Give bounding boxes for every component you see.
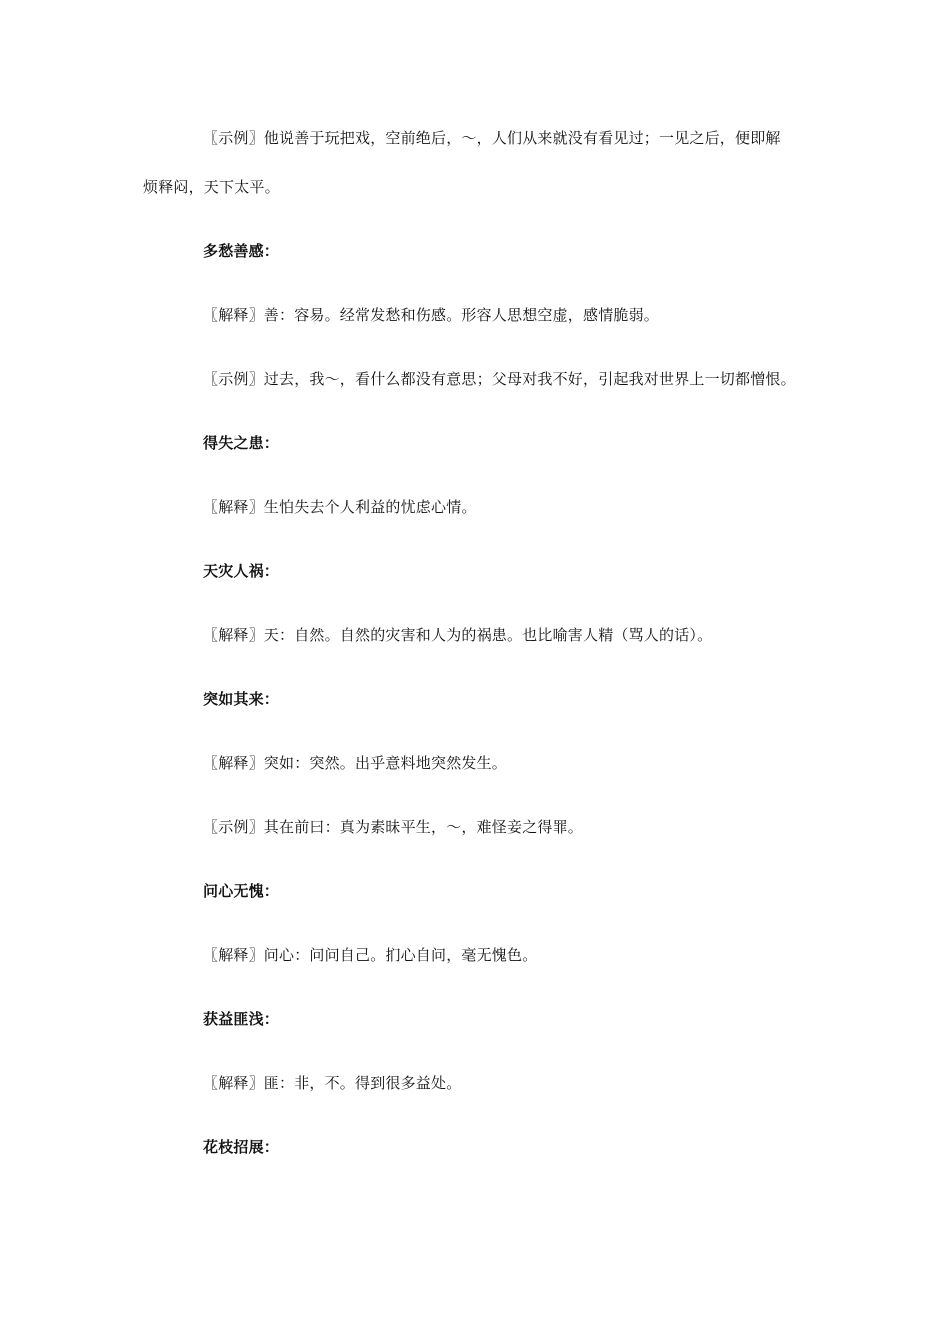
example-text-line-1: 〖示例〗他说善于玩把戏，空前绝后，～，人们从来就没有看见过；一见之后，便即解 — [203, 129, 781, 147]
explanation-deshi: 〖解释〗生怕失去个人利益的忧虑心情。 — [203, 498, 477, 516]
idiom-heading-wenxin: 问心无愧： — [203, 882, 280, 900]
explanation-turu: 〖解释〗突如：突然。出乎意料地突然发生。 — [203, 754, 508, 772]
idiom-heading-huoyi: 获益匪浅： — [203, 1010, 280, 1028]
idiom-heading-tianzai: 天灾人祸： — [203, 562, 280, 580]
idiom-heading-turu: 突如其来： — [203, 690, 280, 708]
example-text-line-2: 烦释闷，天下太平。 — [143, 178, 280, 196]
explanation-huoyi: 〖解释〗匪：非，不。得到很多益处。 — [203, 1074, 462, 1092]
example-duochou: 〖示例〗过去，我～，看什么都没有意思；父母对我不好，引起我对世界上一切都憎恨。 — [203, 370, 796, 388]
explanation-wenxin: 〖解释〗问心：问问自己。扪心自问，毫无愧色。 — [203, 946, 538, 964]
idiom-heading-duochou: 多愁善感： — [203, 242, 280, 260]
idiom-heading-deshi: 得失之患： — [203, 434, 280, 452]
explanation-tianzai: 〖解释〗天：自然。自然的灾害和人为的祸患。也比喻害人精（骂人的话）。 — [203, 626, 713, 644]
explanation-duochou: 〖解释〗善：容易。经常发愁和伤感。形容人思想空虚，感情脆弱。 — [203, 306, 660, 324]
idiom-heading-huazhi: 花枝招展： — [203, 1138, 280, 1156]
example-turu: 〖示例〗其在前曰：真为素昧平生，～，难怪妾之得罪。 — [203, 818, 584, 836]
